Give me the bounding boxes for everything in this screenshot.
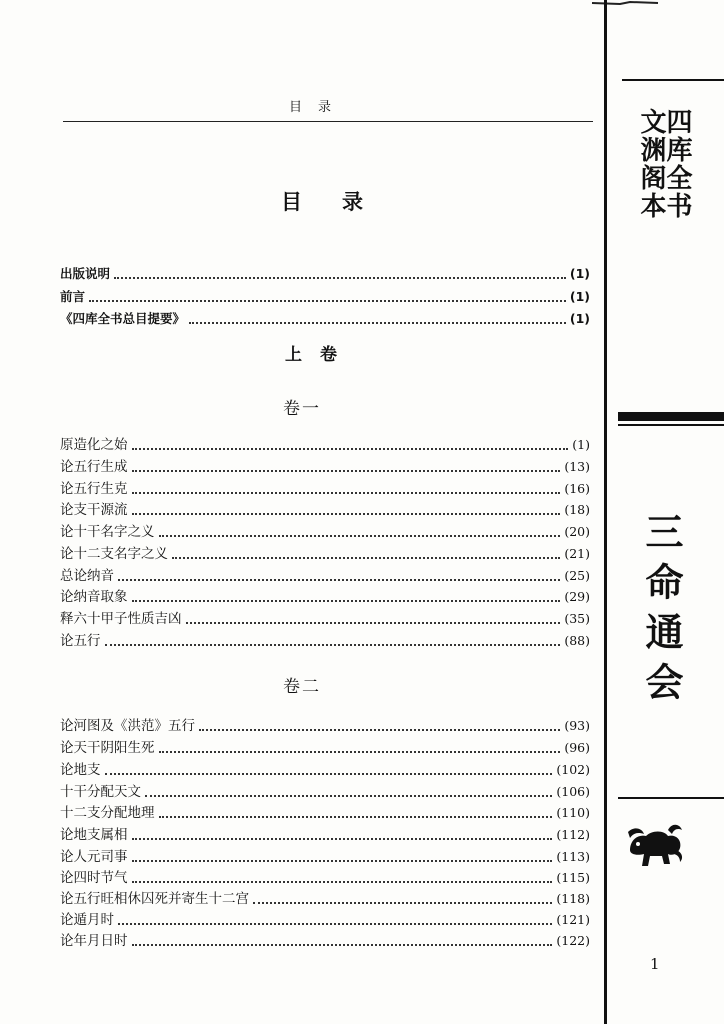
- toc-leader-dots: [199, 728, 560, 731]
- series-title-col-2: 文渊阁本: [636, 108, 666, 220]
- toc-leader-dots: [132, 837, 553, 840]
- toc-entry-page: (1): [572, 437, 590, 452]
- toc-leader-dots: [89, 299, 566, 302]
- toc-entry: [60, 457, 590, 477]
- toc-entry-title: 论河图及《洪范》五行: [60, 718, 195, 734]
- toc-entry-title: 论纳音取象: [60, 589, 128, 605]
- toc-entry-title: 论地支属相: [60, 827, 128, 843]
- toc-entry-title: 论十干名字之义: [60, 524, 155, 540]
- toc-entry-title: 十干分配天文: [60, 784, 141, 800]
- toc-entry-page: (110): [556, 805, 590, 820]
- toc-entry-title: 论四时节气: [60, 870, 128, 886]
- toc-entry-title: 释六十甲子性质吉凶: [60, 611, 182, 627]
- toc-leader-dots: [159, 534, 561, 537]
- toc-entry-page: (93): [564, 718, 590, 733]
- toc-entry-page: (21): [564, 546, 590, 561]
- toc-entry-page: (122): [556, 933, 590, 948]
- toc-leader-dots: [186, 621, 561, 624]
- toc-entry: [60, 738, 590, 758]
- toc-leader-dots: [189, 321, 566, 324]
- book-title: 三命通会: [639, 512, 684, 712]
- toc-entry: [60, 631, 590, 651]
- toc-leader-dots: [159, 750, 561, 753]
- toc-entry-title: 论十二支名字之义: [60, 546, 168, 562]
- toc-entry-page: (35): [564, 611, 590, 626]
- toc-leader-dots: [253, 901, 552, 904]
- toc-entry: [60, 760, 590, 780]
- toc-entry-title: 论支干源流: [60, 502, 128, 518]
- toc-entry-title: 出版说明: [60, 266, 111, 281]
- toc-entry-page: (118): [556, 891, 590, 906]
- toc-entry-page: (25): [564, 568, 590, 583]
- toc-entry-page: (13): [564, 459, 590, 474]
- toc-entry: [60, 931, 590, 951]
- toc-leader-dots: [118, 578, 560, 581]
- toc-entry: [60, 782, 590, 802]
- toc-entry-page: (29): [564, 589, 590, 604]
- toc-entry-page: (102): [556, 762, 590, 777]
- toc-leader-dots: [132, 491, 561, 494]
- band-rule: [618, 412, 724, 421]
- toc-entry-page: (16): [564, 481, 590, 496]
- running-header: 目录: [288, 100, 347, 115]
- toc-entry-title: 论五行旺相休囚死并寄生十二宫: [60, 891, 249, 907]
- toc-entry: [60, 889, 590, 909]
- volume-heading: 卷二: [283, 677, 321, 697]
- toc-entry: [60, 587, 590, 607]
- toc-leader-dots: [114, 276, 566, 279]
- toc-entry-title: 论地支: [60, 762, 101, 778]
- toc-entry: [60, 500, 590, 520]
- page-title: 目录: [281, 190, 403, 214]
- toc-entry-page: (18): [564, 502, 590, 517]
- toc-leader-dots: [132, 447, 569, 450]
- toc-entry: [60, 522, 590, 542]
- toc-entry-title: 论天干阴阳生死: [60, 740, 155, 756]
- band-rule: [622, 79, 724, 81]
- band-rule: [618, 797, 724, 799]
- toc-entry-page: (113): [556, 849, 590, 864]
- toc-leader-dots: [132, 469, 561, 472]
- toc-leader-dots: [132, 880, 553, 883]
- toc-entry: [60, 825, 590, 845]
- header-rule: [63, 121, 593, 122]
- band-divider-vertical: [604, 0, 607, 1024]
- toc-entry-title: 论五行: [60, 633, 101, 649]
- toc-entry-page: (88): [564, 633, 590, 648]
- toc-entry: [60, 847, 590, 867]
- toc-entry-title: 《四库全书总目提要》: [60, 311, 186, 326]
- toc-entry: [60, 803, 590, 823]
- toc-entry-page: (106): [556, 784, 590, 799]
- toc-leader-dots: [172, 556, 560, 559]
- toc-leader-dots: [105, 643, 561, 646]
- toc-entry-title: 总论纳音: [60, 568, 114, 584]
- toc-entry: [60, 479, 590, 499]
- series-title: [636, 108, 692, 398]
- toc-leader-dots: [132, 943, 553, 946]
- toc-leader-dots: [145, 794, 552, 797]
- toc-leader-dots: [105, 772, 553, 775]
- toc-leader-dots: [132, 512, 561, 515]
- toc-leader-dots: [132, 859, 553, 862]
- toc-entry-title: 论人元司事: [60, 849, 128, 865]
- toc-entry: [60, 264, 590, 284]
- toc-entry-page: (112): [556, 827, 590, 842]
- band-rule: [618, 424, 724, 426]
- toc-entry-title: 前言: [60, 289, 86, 304]
- toc-leader-dots: [118, 922, 552, 925]
- toc-leader-dots: [132, 599, 561, 602]
- toc-entry-page: (1): [569, 311, 590, 326]
- toc-entry-page: (1): [569, 289, 590, 304]
- toc-entry-title: 论年月日时: [60, 933, 128, 949]
- toc-entry-title: 十二支分配地理: [60, 805, 155, 821]
- toc-entry-page: (121): [556, 912, 590, 927]
- toc-entry-page: (20): [564, 524, 590, 539]
- toc-entry: [60, 868, 590, 888]
- toc-entry-page: (96): [564, 740, 590, 755]
- toc-entry-page: (1): [569, 266, 590, 281]
- page-number: 1: [650, 955, 660, 973]
- toc-entry-title: 论五行生克: [60, 481, 128, 497]
- toc-entry-title: 原造化之始: [60, 437, 128, 453]
- toc-entry: [60, 566, 590, 586]
- toc-leader-dots: [159, 815, 553, 818]
- scan-artifact-mark: [590, 0, 660, 6]
- toc-entry-page: (115): [556, 870, 590, 885]
- toc-entry: [60, 609, 590, 629]
- mythical-beast-emblem-icon: [624, 820, 686, 872]
- toc-entry: [60, 309, 590, 329]
- toc-entry-title: 论遁月时: [60, 912, 114, 928]
- toc-entry: [60, 435, 590, 455]
- toc-entry: [60, 716, 590, 736]
- toc-entry: [60, 910, 590, 930]
- toc-entry: [60, 287, 590, 307]
- volume-heading: 卷一: [283, 399, 321, 419]
- toc-entry-title: 论五行生成: [60, 459, 128, 475]
- series-title-col-1: 四库全书: [662, 108, 692, 220]
- part-heading: 上卷: [285, 345, 355, 365]
- toc-entry: [60, 544, 590, 564]
